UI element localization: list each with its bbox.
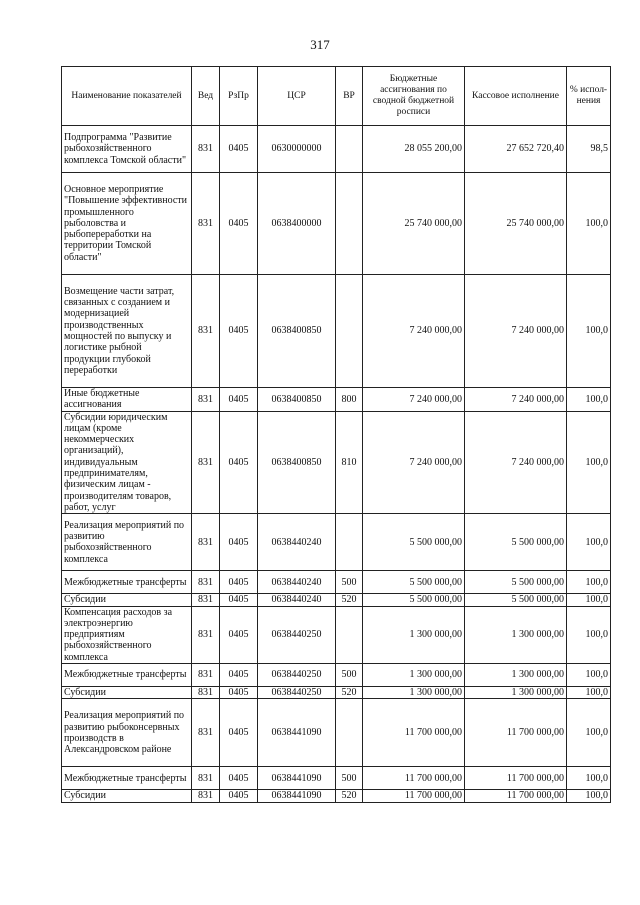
cell-fact: 5 500 000,00 (465, 594, 567, 606)
cell-fact: 1 300 000,00 (465, 687, 567, 699)
cell-pct: 100,0 (567, 664, 611, 687)
cell-plan: 5 500 000,00 (363, 514, 465, 571)
budget-execution-table (61, 66, 611, 803)
cell-csr: 0638440240 (258, 571, 336, 594)
cell-plan: 1 300 000,00 (363, 606, 465, 663)
header-fact: Кассовое исполнение (465, 67, 567, 126)
cell-rzpr: 0405 (220, 767, 258, 790)
cell-name: Субсидии (62, 594, 192, 606)
cell-csr: 0630000000 (258, 126, 336, 173)
cell-name: Компенсация расходов за электроэнергию предприятиям рыбохозяйственного комплекса (62, 606, 192, 663)
table-row (62, 275, 611, 388)
table-row (62, 606, 611, 663)
table-row (62, 571, 611, 594)
cell-csr: 0638440250 (258, 606, 336, 663)
cell-name: Возмещение части затрат, связанных с созданием и модернизацией производственных мощностей по выпуску и логистике рыбной продукции глубокой переработки (62, 275, 192, 388)
cell-name: Основное мероприятие "Повышение эффективности промышленного рыболовства и рыбопереработки на территории Томской области" (62, 173, 192, 275)
cell-csr: 0638440250 (258, 664, 336, 687)
cell-rzpr: 0405 (220, 388, 258, 412)
cell-rzpr: 0405 (220, 275, 258, 388)
cell-rzpr: 0405 (220, 790, 258, 802)
cell-plan: 11 700 000,00 (363, 790, 465, 802)
table-row (62, 514, 611, 571)
cell-pct: 100,0 (567, 173, 611, 275)
cell-csr: 0638441090 (258, 790, 336, 802)
cell-rzpr: 0405 (220, 699, 258, 767)
cell-rzpr: 0405 (220, 687, 258, 699)
cell-name: Иные бюджетные ассигнования (62, 388, 192, 412)
cell-ved: 831 (192, 411, 220, 514)
cell-pct: 100,0 (567, 571, 611, 594)
cell-ved: 831 (192, 594, 220, 606)
header-rzpr: РзПр (220, 67, 258, 126)
cell-ved: 831 (192, 699, 220, 767)
cell-vr (336, 514, 363, 571)
cell-vr: 500 (336, 664, 363, 687)
table-row (62, 664, 611, 687)
table-row (62, 767, 611, 790)
cell-ved: 831 (192, 664, 220, 687)
cell-pct: 100,0 (567, 514, 611, 571)
cell-fact: 5 500 000,00 (465, 571, 567, 594)
cell-fact: 7 240 000,00 (465, 411, 567, 514)
table-row (62, 173, 611, 275)
cell-plan: 25 740 000,00 (363, 173, 465, 275)
table-row (62, 699, 611, 767)
table-row (62, 411, 611, 514)
cell-vr: 810 (336, 411, 363, 514)
cell-ved: 831 (192, 173, 220, 275)
table-row (62, 388, 611, 412)
cell-csr: 0638440250 (258, 687, 336, 699)
cell-name: Субсидии (62, 687, 192, 699)
cell-plan: 7 240 000,00 (363, 275, 465, 388)
cell-vr: 500 (336, 571, 363, 594)
cell-fact: 27 652 720,40 (465, 126, 567, 173)
cell-vr (336, 699, 363, 767)
page-number: 317 (310, 37, 330, 52)
cell-plan: 1 300 000,00 (363, 687, 465, 699)
cell-ved: 831 (192, 790, 220, 802)
cell-rzpr: 0405 (220, 664, 258, 687)
cell-pct: 100,0 (567, 687, 611, 699)
cell-vr (336, 606, 363, 663)
cell-csr: 0638440240 (258, 594, 336, 606)
cell-name: Реализация мероприятий по развитию рыбохозяйственного комплекса (62, 514, 192, 571)
cell-csr: 0638441090 (258, 699, 336, 767)
cell-fact: 5 500 000,00 (465, 514, 567, 571)
cell-pct: 100,0 (567, 275, 611, 388)
cell-plan: 11 700 000,00 (363, 699, 465, 767)
table-row (62, 790, 611, 802)
cell-name: Межбюджетные трансферты (62, 664, 192, 687)
cell-vr: 800 (336, 388, 363, 412)
header-name: Наименование показателей (62, 67, 192, 126)
header-plan: Бюджетные ассигнования по сводной бюджетной росписи (363, 67, 465, 126)
cell-csr: 0638400850 (258, 411, 336, 514)
cell-fact: 7 240 000,00 (465, 275, 567, 388)
cell-vr: 520 (336, 687, 363, 699)
cell-vr (336, 126, 363, 173)
cell-ved: 831 (192, 571, 220, 594)
cell-fact: 11 700 000,00 (465, 790, 567, 802)
cell-csr: 0638440240 (258, 514, 336, 571)
cell-plan: 28 055 200,00 (363, 126, 465, 173)
table-row (62, 126, 611, 173)
header-csr: ЦСР (258, 67, 336, 126)
table-row (62, 687, 611, 699)
cell-name: Субсидии (62, 790, 192, 802)
cell-vr (336, 275, 363, 388)
cell-plan: 1 300 000,00 (363, 664, 465, 687)
cell-name: Межбюджетные трансферты (62, 767, 192, 790)
cell-plan: 5 500 000,00 (363, 571, 465, 594)
cell-vr: 520 (336, 790, 363, 802)
cell-name: Субсидии юридическим лицам (кроме некоммерческих организаций), индивидуальным предпринимателям, физическим лицам - производителям товаров, работ, услуг (62, 411, 192, 514)
cell-pct: 100,0 (567, 606, 611, 663)
cell-plan: 11 700 000,00 (363, 767, 465, 790)
cell-name: Реализация мероприятий по развитию рыбоконсервных производств в Александровском районе (62, 699, 192, 767)
cell-name: Межбюджетные трансферты (62, 571, 192, 594)
cell-fact: 25 740 000,00 (465, 173, 567, 275)
cell-fact: 11 700 000,00 (465, 699, 567, 767)
cell-ved: 831 (192, 514, 220, 571)
table-row (62, 594, 611, 606)
cell-pct: 100,0 (567, 767, 611, 790)
cell-rzpr: 0405 (220, 606, 258, 663)
cell-fact: 11 700 000,00 (465, 767, 567, 790)
header-pct: % испол-нения (567, 67, 611, 126)
cell-rzpr: 0405 (220, 126, 258, 173)
cell-ved: 831 (192, 388, 220, 412)
cell-fact: 7 240 000,00 (465, 388, 567, 412)
cell-pct: 98,5 (567, 126, 611, 173)
cell-vr: 500 (336, 767, 363, 790)
cell-fact: 1 300 000,00 (465, 606, 567, 663)
cell-pct: 100,0 (567, 699, 611, 767)
header-vr: ВР (336, 67, 363, 126)
cell-csr: 0638400000 (258, 173, 336, 275)
cell-ved: 831 (192, 606, 220, 663)
cell-csr: 0638400850 (258, 388, 336, 412)
cell-ved: 831 (192, 126, 220, 173)
cell-vr (336, 173, 363, 275)
table-header-row (62, 67, 611, 126)
cell-csr: 0638441090 (258, 767, 336, 790)
cell-vr: 520 (336, 594, 363, 606)
cell-rzpr: 0405 (220, 514, 258, 571)
cell-csr: 0638400850 (258, 275, 336, 388)
cell-ved: 831 (192, 275, 220, 388)
cell-plan: 5 500 000,00 (363, 594, 465, 606)
cell-rzpr: 0405 (220, 594, 258, 606)
cell-pct: 100,0 (567, 411, 611, 514)
cell-pct: 100,0 (567, 388, 611, 412)
cell-ved: 831 (192, 767, 220, 790)
cell-plan: 7 240 000,00 (363, 411, 465, 514)
cell-rzpr: 0405 (220, 411, 258, 514)
cell-rzpr: 0405 (220, 571, 258, 594)
cell-pct: 100,0 (567, 790, 611, 802)
cell-rzpr: 0405 (220, 173, 258, 275)
cell-pct: 100,0 (567, 594, 611, 606)
cell-name: Подпрограмма "Развитие рыбохозяйственного комплекса Томской области" (62, 126, 192, 173)
cell-ved: 831 (192, 687, 220, 699)
header-ved: Вед (192, 67, 220, 126)
cell-plan: 7 240 000,00 (363, 388, 465, 412)
cell-fact: 1 300 000,00 (465, 664, 567, 687)
